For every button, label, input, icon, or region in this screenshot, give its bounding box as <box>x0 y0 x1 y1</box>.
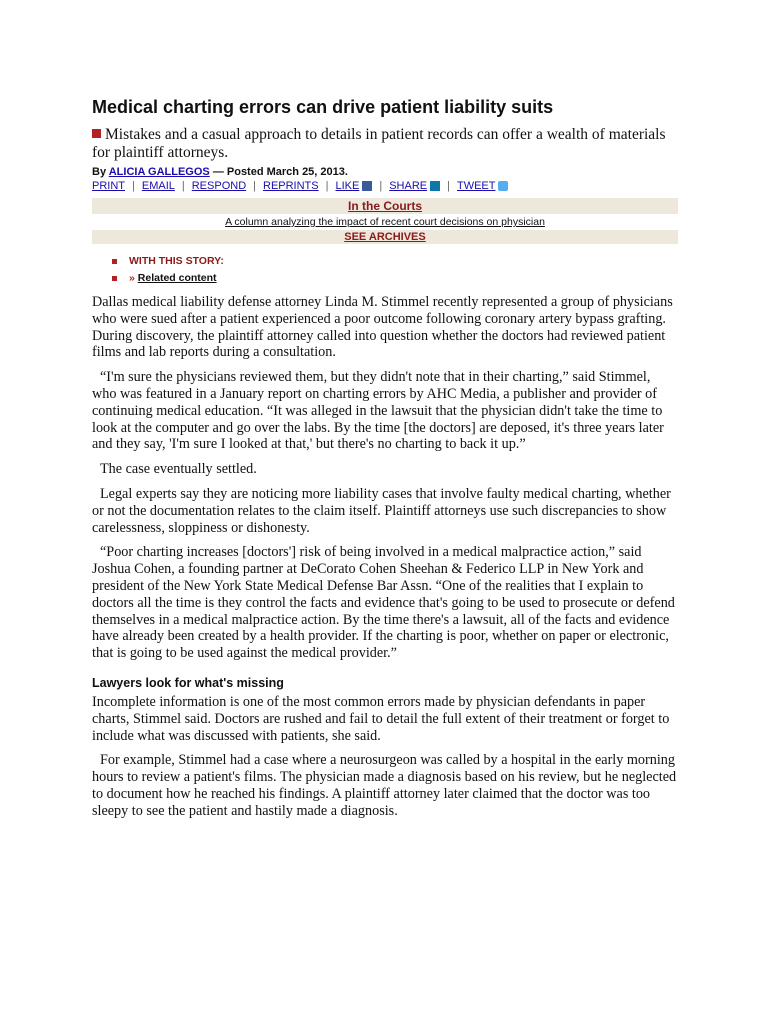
related-content-label[interactable]: Related content <box>137 272 217 284</box>
separator: | <box>447 180 450 192</box>
related-content-link[interactable] <box>129 272 217 284</box>
article-paragraph: Dallas medical liability defense attorney Linda M. Stimmel recently represented a group of physicians who were sued after a patient experienced a poor outcome following coronary artery bypass grafting. During discovery, the plaintiff attorney called into question whether the doctors had reviewed patient films and lab reports during a consultation. <box>92 294 673 361</box>
list-item[interactable] <box>112 272 678 284</box>
article-paragraph: Incomplete information is one of the most common errors made by physician defendants in paper charts, Stimmel said. Doctors are rushed and fail to detail the full extent of their treatment or forget to include what was discussed with patients, she said. <box>92 693 670 744</box>
with-this-story-label: WITH THIS STORY: <box>129 255 224 267</box>
article-deck <box>92 126 678 162</box>
separator: | <box>379 180 383 192</box>
tweet-link[interactable]: TWEET <box>456 180 496 192</box>
reprints-link[interactable]: REPRINTS <box>263 180 319 192</box>
article <box>92 96 678 828</box>
separator: | <box>132 180 135 192</box>
print-link[interactable]: PRINT <box>92 180 125 192</box>
respond-link[interactable]: RESPOND <box>191 180 247 192</box>
email-link[interactable]: EMAIL <box>141 180 175 192</box>
article-paragraph: For example, Stimmel had a case where a neurosurgeon was called by a hospital in the early morning hours to review a patient's films. The physician made a diagnosis based on his review, but he neglected to document how he reached his findings. A plaintiff attorney later claimed that the doctor was too sleepy to see the patient and hastily made a diagnosis. <box>92 752 677 819</box>
article-paragraph: “Poor charting increases [doctors'] risk of being involved in a medical malpractice action,” said Joshua Cohen, a founding partner at DeCorato Cohen Sheehan & Federico LLP in New York and president of the New York State Medical Defense Bar Assn. “One of the realities that I explain to doctors all the time is they control the facts and evidence that's going to be used to prosecute or defend themselves in a medical malpractice action. By the time there's a lawsuit, all of the facts and evidence have already been created by a health provider. If the charting is poor, whether on paper or electronic, that is going to be used against the medical provider.” <box>92 544 675 662</box>
posted-date: — Posted March 25, 2013. <box>212 166 348 178</box>
author-link[interactable]: ALICIA GALLEGOS <box>108 166 210 178</box>
section-subhead: Lawyers look for what's missing <box>92 675 284 690</box>
share-link[interactable]: SHARE <box>389 180 428 192</box>
article-paragraph: The case eventually settled. <box>100 461 257 478</box>
column-subtitle[interactable]: A column analyzing the impact of recent court decisions on physician <box>92 215 678 230</box>
separator: | <box>181 180 185 192</box>
article-paragraph: “I'm sure the physicians reviewed them, but they didn't note that in their charting,” said Stimmel, who was featured in a January report on charting errors by AHC Media, a publisher and provider of continuing medical education. “It was alleged in the lawsuit that the physician didn't take the time to look at the computer and go over the labs. By the time [the doctors] are deposed, it's three years later and they say, 'I'm sure I looked at that,' but there's no charting to back it up.” <box>92 369 664 453</box>
byline <box>92 166 678 178</box>
related-arrow: » <box>129 272 135 284</box>
column-box <box>92 198 678 245</box>
with-this-story-list <box>112 255 678 284</box>
bullet-icon <box>112 276 117 281</box>
article-actions <box>92 180 678 192</box>
deck-text: Mistakes and a casual approach to details in patient records can offer a wealth of materials for plaintiff attorneys. <box>92 126 666 161</box>
linkedin-icon[interactable] <box>430 181 440 191</box>
byline-prefix: By <box>92 166 107 178</box>
deck-bullet-icon <box>92 129 101 138</box>
twitter-icon[interactable] <box>498 181 508 191</box>
column-title[interactable]: In the Courts <box>92 198 678 215</box>
article-paragraph: Legal experts say they are noticing more liability cases that involve faulty medical charting, whether or not the documentation relates to the claim itself. Plaintiff attorneys use such discrepancies to show carelessness, sloppiness or dishonesty. <box>92 485 671 536</box>
list-item <box>112 255 678 267</box>
article-headline: Medical charting errors can drive patient liability suits <box>92 97 554 117</box>
like-link[interactable]: LIKE <box>335 180 360 192</box>
see-archives-link[interactable]: SEE ARCHIVES <box>92 230 678 245</box>
facebook-icon[interactable] <box>362 181 372 191</box>
separator: | <box>325 180 329 192</box>
bullet-icon <box>112 259 117 264</box>
separator: | <box>253 180 256 192</box>
